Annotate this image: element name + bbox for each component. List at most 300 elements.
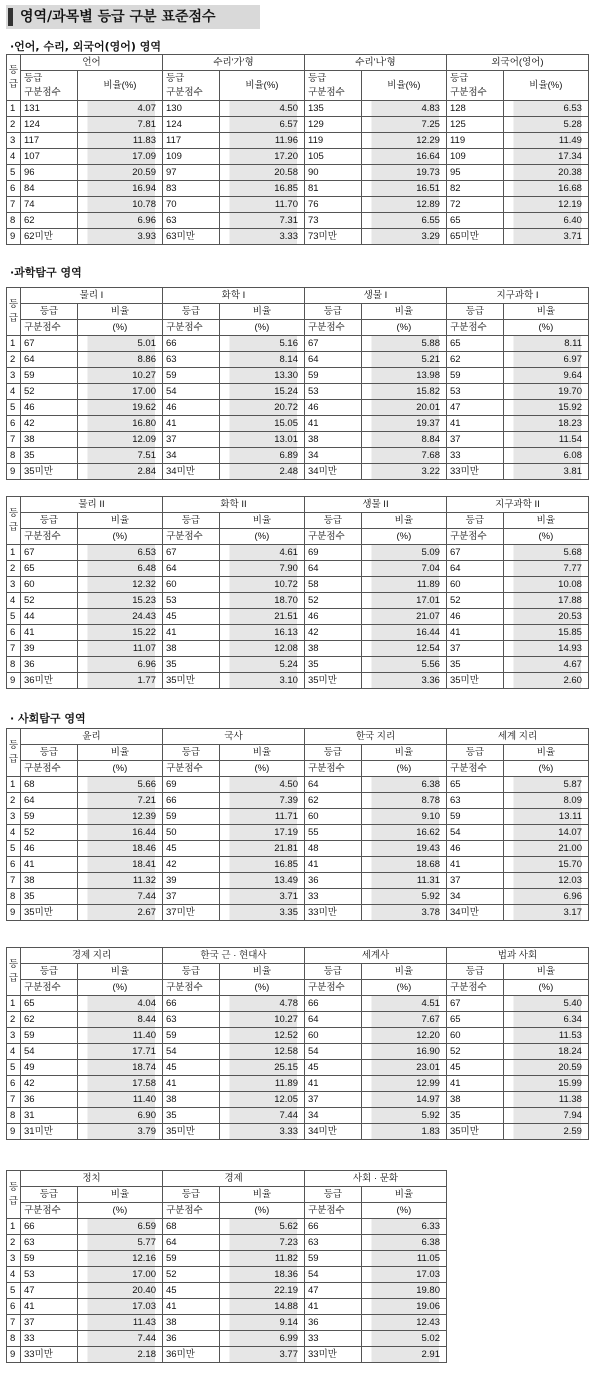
ratio-cell: 17.58 — [77, 1076, 162, 1092]
ratio-header-bottom: (%) — [219, 980, 304, 996]
cutoff-score-cell: 62 — [21, 213, 78, 229]
ratio-cell: 19.06 — [361, 1299, 446, 1315]
table-row — [7, 1315, 447, 1331]
ratio-cell: 18.23 — [503, 416, 588, 432]
grade-cutoff-header-bottom: 구분점수 — [21, 761, 78, 777]
cutoff-score-cell: 35미만 — [162, 673, 219, 689]
table-row — [7, 181, 589, 197]
cutoff-score-cell: 34 — [304, 1108, 361, 1124]
ratio-cell: 7.44 — [77, 1331, 162, 1347]
ratio-cell: 15.23 — [77, 593, 162, 609]
subject-header-화학-i: 화학 I — [163, 288, 305, 304]
ratio-header-top: 비율 — [503, 304, 588, 320]
grade-number: 5 — [7, 1283, 21, 1299]
ratio-cell: 7.04 — [361, 561, 446, 577]
ratio-cell: 6.57 — [219, 117, 304, 133]
subject-header-외국어-영어: 외국어(영어) — [446, 55, 588, 71]
ratio-cell: 4.78 — [219, 996, 304, 1012]
grade-number: 4 — [7, 593, 21, 609]
cutoff-score-cell: 68 — [163, 1219, 220, 1235]
grade-cutoff-header-bottom: 구분점수 — [163, 980, 220, 996]
cutoff-score-cell: 64 — [305, 777, 362, 793]
grade-cutoff-header-bottom: 구분점수 — [304, 529, 361, 545]
cutoff-score-cell: 42 — [21, 1076, 78, 1092]
cutoff-score-cell: 53 — [305, 384, 362, 400]
cutoff-score-cell: 38 — [163, 1315, 220, 1331]
grade-header-bottom: 급 — [8, 753, 19, 765]
cutoff-score-cell: 34미만 — [305, 464, 362, 480]
cutoff-score-cell: 54 — [305, 1267, 362, 1283]
grade-cutoff-header-top: 등급 — [21, 1187, 78, 1203]
cutoff-score-cell: 62 — [447, 352, 504, 368]
cutoff-score-cell: 38 — [21, 432, 78, 448]
cutoff-score-cell: 69 — [163, 777, 220, 793]
ratio-cell: 6.96 — [77, 657, 162, 673]
cutoff-score-cell: 41 — [304, 1076, 361, 1092]
ratio-cell: 3.36 — [361, 673, 446, 689]
ratio-cell: 2.91 — [361, 1347, 446, 1363]
ratio-cell: 16.51 — [361, 181, 446, 197]
subject-header-화학-ii: 화학 II — [162, 497, 304, 513]
table-row — [7, 416, 589, 432]
grade-number: 6 — [7, 416, 21, 432]
grade-number: 6 — [7, 181, 21, 197]
table-row — [7, 213, 589, 229]
grade-cutoff-header-bottom: 구분점수 — [449, 86, 487, 98]
ratio-cell: 5.01 — [77, 336, 162, 352]
ratio-header-top: 비율 — [77, 1187, 162, 1203]
cutoff-score-cell: 35 — [21, 889, 78, 905]
ratio-cell: 18.41 — [77, 857, 162, 873]
ratio-cell: 8.44 — [77, 1012, 162, 1028]
ratio-cell: 2.67 — [77, 905, 162, 921]
ratio-cell: 17.00 — [77, 1267, 162, 1283]
ratio-cell: 7.51 — [77, 448, 162, 464]
cutoff-score-cell: 38 — [446, 1092, 503, 1108]
ratio-cell: 16.80 — [77, 416, 162, 432]
cutoff-score-cell: 63 — [163, 213, 220, 229]
grade-cutoff-header-bottom: 구분점수 — [447, 320, 504, 336]
ratio-cell: 15.82 — [361, 384, 446, 400]
cutoff-score-cell: 35미만 — [446, 673, 503, 689]
ratio-cell: 11.83 — [77, 133, 162, 149]
table-row — [7, 1283, 447, 1299]
ratio-header-bottom: (%) — [361, 1203, 446, 1219]
cutoff-score-cell: 63 — [305, 1235, 362, 1251]
cutoff-score-cell: 119 — [446, 133, 503, 149]
ratio-cell: 6.96 — [503, 889, 588, 905]
cutoff-score-cell: 45 — [304, 1060, 361, 1076]
grade-cutoff-header-bottom: 구분점수 — [305, 1203, 362, 1219]
ratio-header-top: 비율 — [361, 304, 446, 320]
cutoff-score-cell: 70 — [163, 197, 220, 213]
ratio-cell: 14.88 — [219, 1299, 304, 1315]
cutoff-score-cell: 33 — [447, 448, 504, 464]
cutoff-score-cell: 117 — [21, 133, 78, 149]
ratio-cell: 16.90 — [361, 1044, 446, 1060]
table-row — [7, 133, 589, 149]
cutoff-score-cell: 41 — [21, 1299, 78, 1315]
ratio-cell: 6.97 — [503, 352, 588, 368]
table-row — [7, 368, 589, 384]
cutoff-score-cell: 67 — [446, 545, 503, 561]
grade-number: 9 — [7, 905, 21, 921]
ratio-cell: 6.08 — [503, 448, 588, 464]
subject-header-생물-i: 생물 I — [305, 288, 447, 304]
cutoff-score-cell: 35 — [21, 448, 78, 464]
ratio-cell: 12.03 — [503, 873, 588, 889]
ratio-cell: 7.90 — [219, 561, 304, 577]
ratio-cell: 11.70 — [219, 197, 304, 213]
cutoff-score-cell: 35미만 — [446, 1124, 503, 1140]
grade-cutoff-header — [21, 71, 78, 101]
grade-cutoff-header-top: 등급 — [305, 745, 362, 761]
grade-cutoff-header-top: 등급 — [163, 964, 220, 980]
cutoff-score-cell: 33 — [305, 1331, 362, 1347]
ratio-cell: 6.90 — [77, 1108, 162, 1124]
table-row — [7, 905, 589, 921]
grade-cutoff-header-top: 등급 — [21, 745, 78, 761]
cutoff-score-cell: 60 — [304, 1028, 361, 1044]
ratio-cell: 15.05 — [219, 416, 304, 432]
table-row — [7, 809, 589, 825]
cutoff-score-cell: 62미만 — [21, 229, 78, 245]
ratio-cell: 11.71 — [219, 809, 304, 825]
grade-number: 3 — [7, 368, 21, 384]
ratio-header-top: 비율 — [361, 745, 446, 761]
ratio-cell: 3.77 — [219, 1347, 304, 1363]
cutoff-score-cell: 124 — [21, 117, 78, 133]
cutoff-score-cell: 35 — [163, 1108, 220, 1124]
cutoff-score-cell: 37 — [21, 1315, 78, 1331]
ratio-cell: 9.10 — [361, 809, 446, 825]
ratio-cell: 17.88 — [503, 593, 588, 609]
table-row — [7, 1108, 589, 1124]
grade-number: 7 — [7, 432, 21, 448]
ratio-cell: 5.77 — [77, 1235, 162, 1251]
table-row — [7, 889, 589, 905]
ratio-cell: 12.20 — [361, 1028, 446, 1044]
grade-number: 9 — [7, 1347, 21, 1363]
grade-header-cell — [7, 288, 21, 336]
table-row — [7, 384, 589, 400]
cutoff-score-cell: 41 — [446, 1076, 503, 1092]
cutoff-score-cell: 34 — [163, 448, 220, 464]
grade-number: 7 — [7, 873, 21, 889]
grade-number: 2 — [7, 793, 21, 809]
ratio-cell: 3.81 — [503, 464, 588, 480]
cutoff-score-cell: 33미만 — [305, 1347, 362, 1363]
grade-cutoff-header-bottom: 구분점수 — [21, 1203, 78, 1219]
grade-cutoff-header-bottom: 구분점수 — [304, 980, 361, 996]
cutoff-score-cell: 59 — [163, 1251, 220, 1267]
ratio-cell: 20.59 — [77, 165, 162, 181]
ratio-cell: 3.29 — [361, 229, 446, 245]
cutoff-score-cell: 46 — [163, 400, 220, 416]
cutoff-score-cell: 52 — [21, 825, 78, 841]
ratio-cell: 11.40 — [77, 1028, 162, 1044]
score-table-1 — [6, 54, 589, 245]
ratio-cell: 12.99 — [361, 1076, 446, 1092]
ratio-cell: 2.59 — [503, 1124, 588, 1140]
cutoff-score-cell: 90 — [304, 165, 361, 181]
cutoff-score-cell: 59 — [163, 809, 220, 825]
ratio-cell: 6.48 — [77, 561, 162, 577]
cutoff-score-cell: 35 — [446, 1108, 503, 1124]
cutoff-score-cell: 41 — [447, 416, 504, 432]
cutoff-score-cell: 37 — [304, 1092, 361, 1108]
cutoff-score-cell: 47 — [305, 1283, 362, 1299]
ratio-header-top: 비율 — [361, 964, 446, 980]
table-row — [7, 197, 589, 213]
grade-number: 7 — [7, 1315, 21, 1331]
grade-cutoff-header — [163, 71, 220, 101]
ratio-cell: 2.60 — [503, 673, 588, 689]
cutoff-score-cell: 36미만 — [163, 1347, 220, 1363]
ratio-cell: 7.25 — [361, 117, 446, 133]
ratio-cell: 17.03 — [361, 1267, 446, 1283]
ratio-cell: 4.50 — [219, 777, 304, 793]
table-row — [7, 1299, 447, 1315]
grade-number: 3 — [7, 577, 21, 593]
ratio-header-top: 비율 — [219, 513, 304, 529]
grade-cutoff-header-top: 등급 — [449, 72, 469, 84]
table-row — [7, 165, 589, 181]
table-row — [7, 793, 589, 809]
grade-number: 8 — [7, 657, 21, 673]
ratio-cell: 8.86 — [77, 352, 162, 368]
ratio-cell: 3.79 — [77, 1124, 162, 1140]
ratio-header-bottom: (%) — [219, 1203, 304, 1219]
ratio-cell: 12.16 — [77, 1251, 162, 1267]
table-row — [7, 561, 589, 577]
cutoff-score-cell: 97 — [163, 165, 220, 181]
cutoff-score-cell: 41 — [447, 857, 504, 873]
ratio-cell: 10.78 — [77, 197, 162, 213]
table-row — [7, 149, 589, 165]
table-row — [7, 609, 589, 625]
grade-number: 7 — [7, 641, 21, 657]
ratio-cell: 11.53 — [503, 1028, 588, 1044]
subject-header-수리-나-형: 수리'나'형 — [304, 55, 446, 71]
ratio-cell: 12.89 — [361, 197, 446, 213]
cutoff-score-cell: 67 — [21, 545, 78, 561]
table-row — [7, 1347, 447, 1363]
table-row — [7, 657, 589, 673]
grade-header-bottom: 급 — [8, 1195, 19, 1207]
subject-header-법과-사회: 법과 사회 — [446, 948, 588, 964]
subject-header-언어: 언어 — [21, 55, 163, 71]
grade-cutoff-header-bottom: 구분점수 — [446, 980, 503, 996]
ratio-cell: 11.89 — [219, 1076, 304, 1092]
ratio-cell: 16.68 — [503, 181, 588, 197]
ratio-cell: 12.32 — [77, 577, 162, 593]
cutoff-score-cell: 37미만 — [163, 905, 220, 921]
grade-cutoff-header-top: 등급 — [163, 304, 220, 320]
cutoff-score-cell: 59 — [305, 368, 362, 384]
grade-cutoff-header-bottom: 구분점수 — [166, 86, 203, 98]
subject-header-국사: 국사 — [163, 729, 305, 745]
ratio-cell: 11.49 — [503, 133, 588, 149]
cutoff-score-cell: 53 — [21, 1267, 78, 1283]
grade-cutoff-header-bottom: 구분점수 — [446, 529, 503, 545]
ratio-cell: 2.84 — [77, 464, 162, 480]
grade-number: 8 — [7, 1331, 21, 1347]
table-row — [7, 857, 589, 873]
grade-cutoff-header-bottom: 구분점수 — [305, 761, 362, 777]
page-title: 영역/과목별 등급 구분 표준점수 — [6, 5, 260, 29]
ratio-cell: 5.02 — [361, 1331, 446, 1347]
ratio-cell: 15.70 — [503, 857, 588, 873]
cutoff-score-cell: 64 — [21, 793, 78, 809]
section-label-social: · 사회탐구 영역 — [10, 712, 86, 725]
table-row — [7, 1076, 589, 1092]
cutoff-score-cell: 64 — [305, 352, 362, 368]
table-row — [7, 1219, 447, 1235]
score-table-2 — [6, 287, 589, 480]
cutoff-score-cell: 64 — [304, 1012, 361, 1028]
cutoff-score-cell: 67 — [305, 336, 362, 352]
cutoff-score-cell: 37 — [446, 641, 503, 657]
cutoff-score-cell: 60 — [21, 577, 78, 593]
grade-number: 5 — [7, 609, 21, 625]
cutoff-score-cell: 42 — [21, 416, 78, 432]
cutoff-score-cell: 59 — [21, 1028, 78, 1044]
ratio-cell: 21.51 — [219, 609, 304, 625]
ratio-cell: 21.07 — [361, 609, 446, 625]
ratio-cell: 7.44 — [77, 889, 162, 905]
ratio-cell: 14.07 — [503, 825, 588, 841]
ratio-cell: 20.01 — [361, 400, 446, 416]
grade-cutoff-header-top: 등급 — [21, 964, 78, 980]
cutoff-score-cell: 60 — [305, 809, 362, 825]
section-label-science: ·과학탐구 영역 — [10, 266, 82, 279]
grade-header-cell — [7, 497, 21, 545]
cutoff-score-cell: 50 — [163, 825, 220, 841]
ratio-cell: 13.30 — [219, 368, 304, 384]
ratio-cell: 6.40 — [503, 213, 588, 229]
cutoff-score-cell: 65미만 — [446, 229, 503, 245]
grade-number: 4 — [7, 825, 21, 841]
grade-cutoff-header-top: 등급 — [21, 304, 78, 320]
cutoff-score-cell: 31미만 — [21, 1124, 78, 1140]
ratio-header: 비율(%) — [77, 71, 162, 101]
cutoff-score-cell: 39 — [21, 641, 78, 657]
ratio-header-top: 비율 — [361, 513, 446, 529]
ratio-cell: 11.82 — [219, 1251, 304, 1267]
table-row — [7, 1331, 447, 1347]
subject-header-지구과학-i: 지구과학 I — [447, 288, 589, 304]
subject-header-물리-i: 물리 I — [21, 288, 163, 304]
cutoff-score-cell: 39 — [163, 873, 220, 889]
ratio-cell: 23.01 — [361, 1060, 446, 1076]
ratio-cell: 12.29 — [361, 133, 446, 149]
ratio-header: 비율(%) — [503, 71, 588, 101]
cutoff-score-cell: 45 — [446, 1060, 503, 1076]
table-row — [7, 229, 589, 245]
cutoff-score-cell: 74 — [21, 197, 78, 213]
ratio-cell: 15.92 — [503, 400, 588, 416]
grade-cutoff-header-bottom: 구분점수 — [21, 320, 78, 336]
cutoff-score-cell: 76 — [304, 197, 361, 213]
cutoff-score-cell: 41 — [162, 625, 219, 641]
subject-header-지구과학-ii: 지구과학 II — [446, 497, 588, 513]
cutoff-score-cell: 109 — [163, 149, 220, 165]
cutoff-score-cell: 65 — [447, 336, 504, 352]
grade-header-top: 등 — [8, 298, 19, 310]
cutoff-score-cell: 60 — [162, 577, 219, 593]
cutoff-score-cell: 36 — [163, 1331, 220, 1347]
cutoff-score-cell: 131 — [21, 101, 78, 117]
table-row — [7, 1044, 589, 1060]
ratio-cell: 5.24 — [219, 657, 304, 673]
subject-header-물리-ii: 물리 II — [21, 497, 163, 513]
grade-number: 7 — [7, 1092, 21, 1108]
cutoff-score-cell: 117 — [163, 133, 220, 149]
grade-number: 2 — [7, 1235, 21, 1251]
ratio-cell: 12.09 — [77, 432, 162, 448]
grade-header-top: 등 — [8, 507, 19, 519]
cutoff-score-cell: 64 — [21, 352, 78, 368]
cutoff-score-cell: 65 — [21, 996, 78, 1012]
ratio-cell: 16.85 — [219, 857, 304, 873]
ratio-cell: 3.71 — [219, 889, 304, 905]
ratio-cell: 3.78 — [361, 905, 446, 921]
grade-number: 2 — [7, 1012, 21, 1028]
grade-number: 9 — [7, 1124, 21, 1140]
cutoff-score-cell: 73 — [304, 213, 361, 229]
table-row — [7, 448, 589, 464]
cutoff-score-cell: 73미만 — [304, 229, 361, 245]
ratio-cell: 2.48 — [219, 464, 304, 480]
cutoff-score-cell: 52 — [304, 593, 361, 609]
cutoff-score-cell: 64 — [446, 561, 503, 577]
ratio-cell: 14.97 — [361, 1092, 446, 1108]
ratio-cell: 20.38 — [503, 165, 588, 181]
cutoff-score-cell: 52 — [446, 593, 503, 609]
score-table-6 — [6, 1170, 447, 1363]
cutoff-score-cell: 66 — [304, 996, 361, 1012]
grade-number: 7 — [7, 197, 21, 213]
grade-cutoff-header-top: 등급 — [162, 513, 219, 529]
grade-cutoff-header-bottom: 구분점수 — [163, 320, 220, 336]
subject-header-경제-지리: 경제 지리 — [21, 948, 163, 964]
ratio-cell: 4.04 — [77, 996, 162, 1012]
grade-cutoff-header-top: 등급 — [163, 745, 220, 761]
ratio-cell: 5.66 — [77, 777, 162, 793]
cutoff-score-cell: 58 — [304, 577, 361, 593]
ratio-cell: 11.38 — [503, 1092, 588, 1108]
grade-cutoff-header-top: 등급 — [446, 513, 503, 529]
ratio-header-bottom: (%) — [361, 320, 446, 336]
cutoff-score-cell: 44 — [21, 609, 78, 625]
subject-header-한국-근-현대사: 한국 근 · 현대사 — [163, 948, 305, 964]
ratio-cell: 12.05 — [219, 1092, 304, 1108]
grade-header-cell — [7, 55, 21, 101]
ratio-cell: 3.71 — [503, 229, 588, 245]
ratio-header-bottom: (%) — [503, 980, 588, 996]
subject-header-수리-가-형: 수리'가'형 — [163, 55, 305, 71]
cutoff-score-cell: 105 — [304, 149, 361, 165]
cutoff-score-cell: 59 — [447, 368, 504, 384]
subject-header-경제: 경제 — [163, 1171, 305, 1187]
grade-header-top: 등 — [8, 1181, 19, 1193]
cutoff-score-cell: 54 — [447, 825, 504, 841]
ratio-cell: 15.22 — [77, 625, 162, 641]
cutoff-score-cell: 62 — [21, 1012, 78, 1028]
ratio-cell: 16.94 — [77, 181, 162, 197]
ratio-cell: 3.33 — [219, 1124, 304, 1140]
